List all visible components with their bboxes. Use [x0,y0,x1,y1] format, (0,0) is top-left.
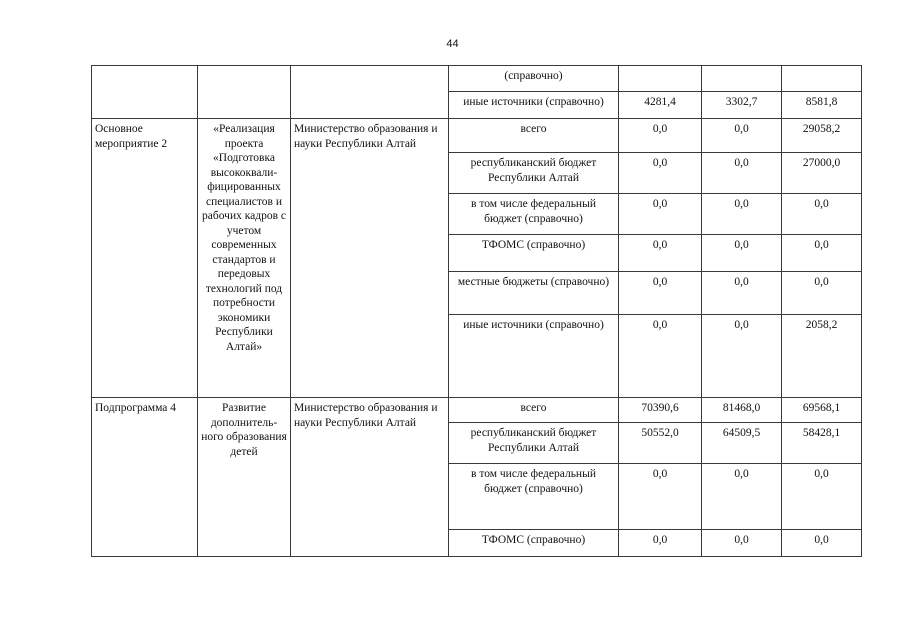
table-row [92,66,862,92]
value-cell: 0,0 [702,530,782,557]
source-cell: республиканский бюджет Республики Алтай [449,423,619,464]
source-cell: в том числе федеральный бюджет (справочно) [449,464,619,530]
value-cell: 0,0 [619,272,702,315]
name-cell [198,66,291,119]
executor-cell: Министерство образования и науки Республики Алтай [291,398,449,557]
value-cell: 0,0 [619,530,702,557]
value-cell: 50552,0 [619,423,702,464]
source-cell: всего [449,398,619,423]
value-cell: 3302,7 [702,92,782,119]
value-cell: 0,0 [702,235,782,272]
executor-cell [291,66,449,119]
value-cell: 0,0 [702,464,782,530]
value-cell: 81468,0 [702,398,782,423]
source-cell: местные бюджеты (справочно) [449,272,619,315]
status-cell: Подпрограмма 4 [92,398,198,557]
source-cell: иные источники (справочно) [449,315,619,398]
value-cell: 0,0 [619,119,702,153]
value-cell: 4281,4 [619,92,702,119]
value-cell: 0,0 [782,530,862,557]
page-number: 44 [446,38,459,50]
value-cell: 0,0 [782,235,862,272]
value-cell: 0,0 [702,153,782,194]
value-cell: 0,0 [619,235,702,272]
value-cell: 69568,1 [782,398,862,423]
value-cell: 58428,1 [782,423,862,464]
source-cell: всего [449,119,619,153]
value-cell: 2058,2 [782,315,862,398]
value-cell: 70390,6 [619,398,702,423]
value-cell [619,66,702,92]
value-cell: 0,0 [782,464,862,530]
value-cell: 0,0 [782,272,862,315]
source-cell: республиканский бюджет Республики Алтай [449,153,619,194]
source-cell: иные источники (справочно) [449,92,619,119]
value-cell: 0,0 [702,119,782,153]
value-cell: 64509,5 [702,423,782,464]
value-cell [702,66,782,92]
value-cell [782,66,862,92]
table-row [92,398,862,423]
value-cell: 0,0 [619,464,702,530]
table-row [92,119,862,153]
budget-table [91,65,862,557]
value-cell: 0,0 [619,153,702,194]
status-cell [92,66,198,119]
source-cell: ТФОМС (справочно) [449,530,619,557]
value-cell: 8581,8 [782,92,862,119]
source-cell: (справочно) [449,66,619,92]
name-cell: Развитие дополнитель-ного образования детей [198,398,291,557]
name-cell: «Реализация проекта «Подготовка высококвали-фицированных специалистов и рабочих кадров с учетом современных стандартов и передовых технологий под потребности экономики Республики Алтай» [198,119,291,398]
value-cell: 0,0 [702,315,782,398]
source-cell: ТФОМС (справочно) [449,235,619,272]
value-cell: 0,0 [619,315,702,398]
value-cell: 29058,2 [782,119,862,153]
value-cell: 0,0 [782,194,862,235]
value-cell: 0,0 [702,272,782,315]
value-cell: 0,0 [619,194,702,235]
executor-cell: Министерство образования и науки Республики Алтай [291,119,449,398]
status-cell: Основное мероприятие 2 [92,119,198,398]
value-cell: 27000,0 [782,153,862,194]
value-cell: 0,0 [702,194,782,235]
source-cell: в том числе федеральный бюджет (справочно) [449,194,619,235]
